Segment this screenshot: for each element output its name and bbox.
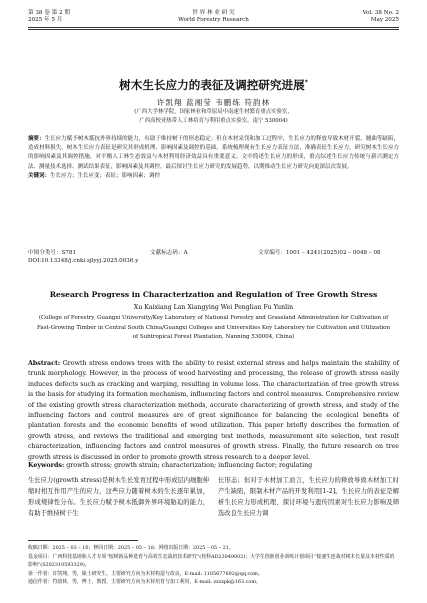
running-header-right	[363, 10, 399, 24]
footnote-rule	[28, 540, 138, 541]
affiliation-cn-line: 广西高校亚热带人工林培育与利用重点实验室，南宁 530004)	[139, 118, 288, 124]
keywords-en-label: Keywords:	[28, 462, 65, 469]
abstract-en	[28, 359, 399, 463]
article-title-cn	[0, 77, 427, 93]
abstract-cn-text: 生长应力赋予树木抵抗外界持续的能力，有助于维持树干的形态稳定；但在木材采伐和加工过程中，生长应力的释放导致木材开裂、翘曲等缺陷，造成材料损失。树木生长应力表征是研究其形成机理、影响因素及调控的基础。系统梳理现有生长应力表征方法，准确表征生长应力，研究树木生长应力的影响因素及其调控措施，对平衡人工林生态效益与木材利用经济效益具有重要意义。文中简述生长应力的形成，重点综述生长应力传统与新兴测定方法、测量技术选择、测试结果表征，影响因素及其调控，最后探讨生长应力研究的发展趋势，以期推动生长应力研究向更深层次发展。	[28, 136, 399, 170]
article-number: 文章编号：1001 – 4241(2025)02 – 0048 – 08	[258, 250, 381, 256]
doi: DOI:10.13348/j.cnki.sjlyyj.2025.0036.y	[28, 258, 139, 264]
keywords-en-text: growth stress; growth strain; characterization; influencing factor; regulating	[66, 462, 313, 469]
affiliation-cn	[40, 108, 387, 126]
footnote-first-author: 第一作者：许凯翔，男，硕士研究生，主要研究方向为木材构造与改良，E-mail: 1105677692@qq.com。	[28, 570, 263, 577]
keywords-en	[28, 462, 399, 469]
affiliation-en: (College of Forestry, Guangxi University/Key Laboratory of National Forestry and Grassland Administration for Cultivation of Fast-Growing Timber in Central South China/Guangxi Colleges and Universities Key Laboratory for Cultivation and Utilization of Subtropical Forest Plantation, Nanning 530004, China)	[36, 315, 391, 341]
date-cn: 2025 年 5 月	[28, 17, 63, 23]
abstract-en-label: Abstract:	[28, 360, 61, 367]
document-code: 文献标志码：A	[150, 250, 188, 256]
body-column-left: 生长应力(growth stress)是树木生长发育过程中形成层内细胞伸缩时相互作用产生的应力，这些应力随着树木的生长逐年累加，形成规律性分布。生长应力赋予树木抵御外界环境胁迫的能力，有助于维持树干生	[28, 477, 209, 517]
footnotes	[28, 544, 399, 587]
clc-number: 中图分类号：S781	[28, 250, 77, 256]
header-rule-bottom	[28, 29, 399, 30]
authors-cn: 许凯翔 蓝湘莹 韦鹏练 符韵林	[156, 98, 271, 107]
body-column-right: 长形态；但对于木材加工而言，生长应力的释放导致木材加工时产生缺陷，限制木材产品的开发利用[1-2]。生长应力的表征是解析生长应力形成机理、探讨环境与遗传因素对生长应力影响及筛选改良生长应力调	[218, 477, 399, 517]
keywords-cn-text: 生长应力；生长应变；表征；影响因素；调控	[50, 172, 161, 179]
article-title-en: Research Progress in Characterization and Regulation of Tree Growth Stress	[49, 290, 378, 299]
abstract-cn	[28, 135, 399, 181]
footnote-corresponding-author: 通信作者：符韵林，男，博士，教授，主要研究方向为木材培育与加工利用，E-mail: zzzzpk@163.com。	[28, 579, 261, 586]
keywords-cn-label: 关键词：	[28, 172, 51, 179]
volume-issue-en: Vol. 38 No. 2	[362, 10, 399, 16]
affiliation-cn-line: (广西大学林学院，国家林业和草原局中南速生材繁育重点实验室，	[134, 109, 293, 115]
title-footnote-mark: *	[304, 79, 308, 87]
abstract-cn-label: 摘要：	[28, 136, 45, 142]
volume-issue-cn: 第 38 卷 第 2 期	[28, 10, 70, 16]
journal-name-en: World Forestry Research	[178, 17, 249, 23]
footnote-fund: 基金项目：广西科技基地和人才专项“桉树新品种选育与高效生态栽培技术研究”(桂科AD23049002)；大学生创新创业训练计划项目“桉速生连栽对树木长量及木材性质的影响”(S202310593329)。	[28, 553, 395, 569]
keywords-cn	[28, 172, 399, 181]
footnote-dates: 收稿日期：2025 – 03 – 10；修回日期：2025 – 05 – 18；网络出版日期：2025 – 05 – 21。	[28, 545, 234, 551]
abstract-en-text: Growth stress endows trees with the ability to resist external stress and helps maintain the stability of trunk morphology. However, in the process of wood harvesting and processing, the release of growth stress easily induces defects such as cracking and warping, resulting in volume loss. The characterization of tree growth stress is the basis for studying its formation mechanism, influencing factors and control measures. Comprehensive review of the existing growth stress characterization methods, accurate characterizing of growth stress, and study of the influencing factors and control measures are of great significance for balancing the ecological benefits of plantation forests and the economic benefits of wood utilization. This paper briefly describes the formation of growth stress, and reviews the traditional and emerging test methods, measurement site selection, test result characterization, influencing factors and control measures of growth stress. Finally, the future research on tree growth stress is discussed in order to promote growth stress research to a deeper level.	[28, 360, 399, 461]
header-rule-top	[28, 27, 399, 28]
authors-en: Xu Kaixiang Lan Xiangying Wei Penglian Fu Yunlin	[133, 304, 294, 311]
title-cn-text: 树木生长应力的表征及调控研究进展	[119, 78, 305, 92]
journal-name-cn: 世 界 林 业 研 究	[192, 10, 235, 16]
date-en: May 2025	[370, 17, 399, 23]
